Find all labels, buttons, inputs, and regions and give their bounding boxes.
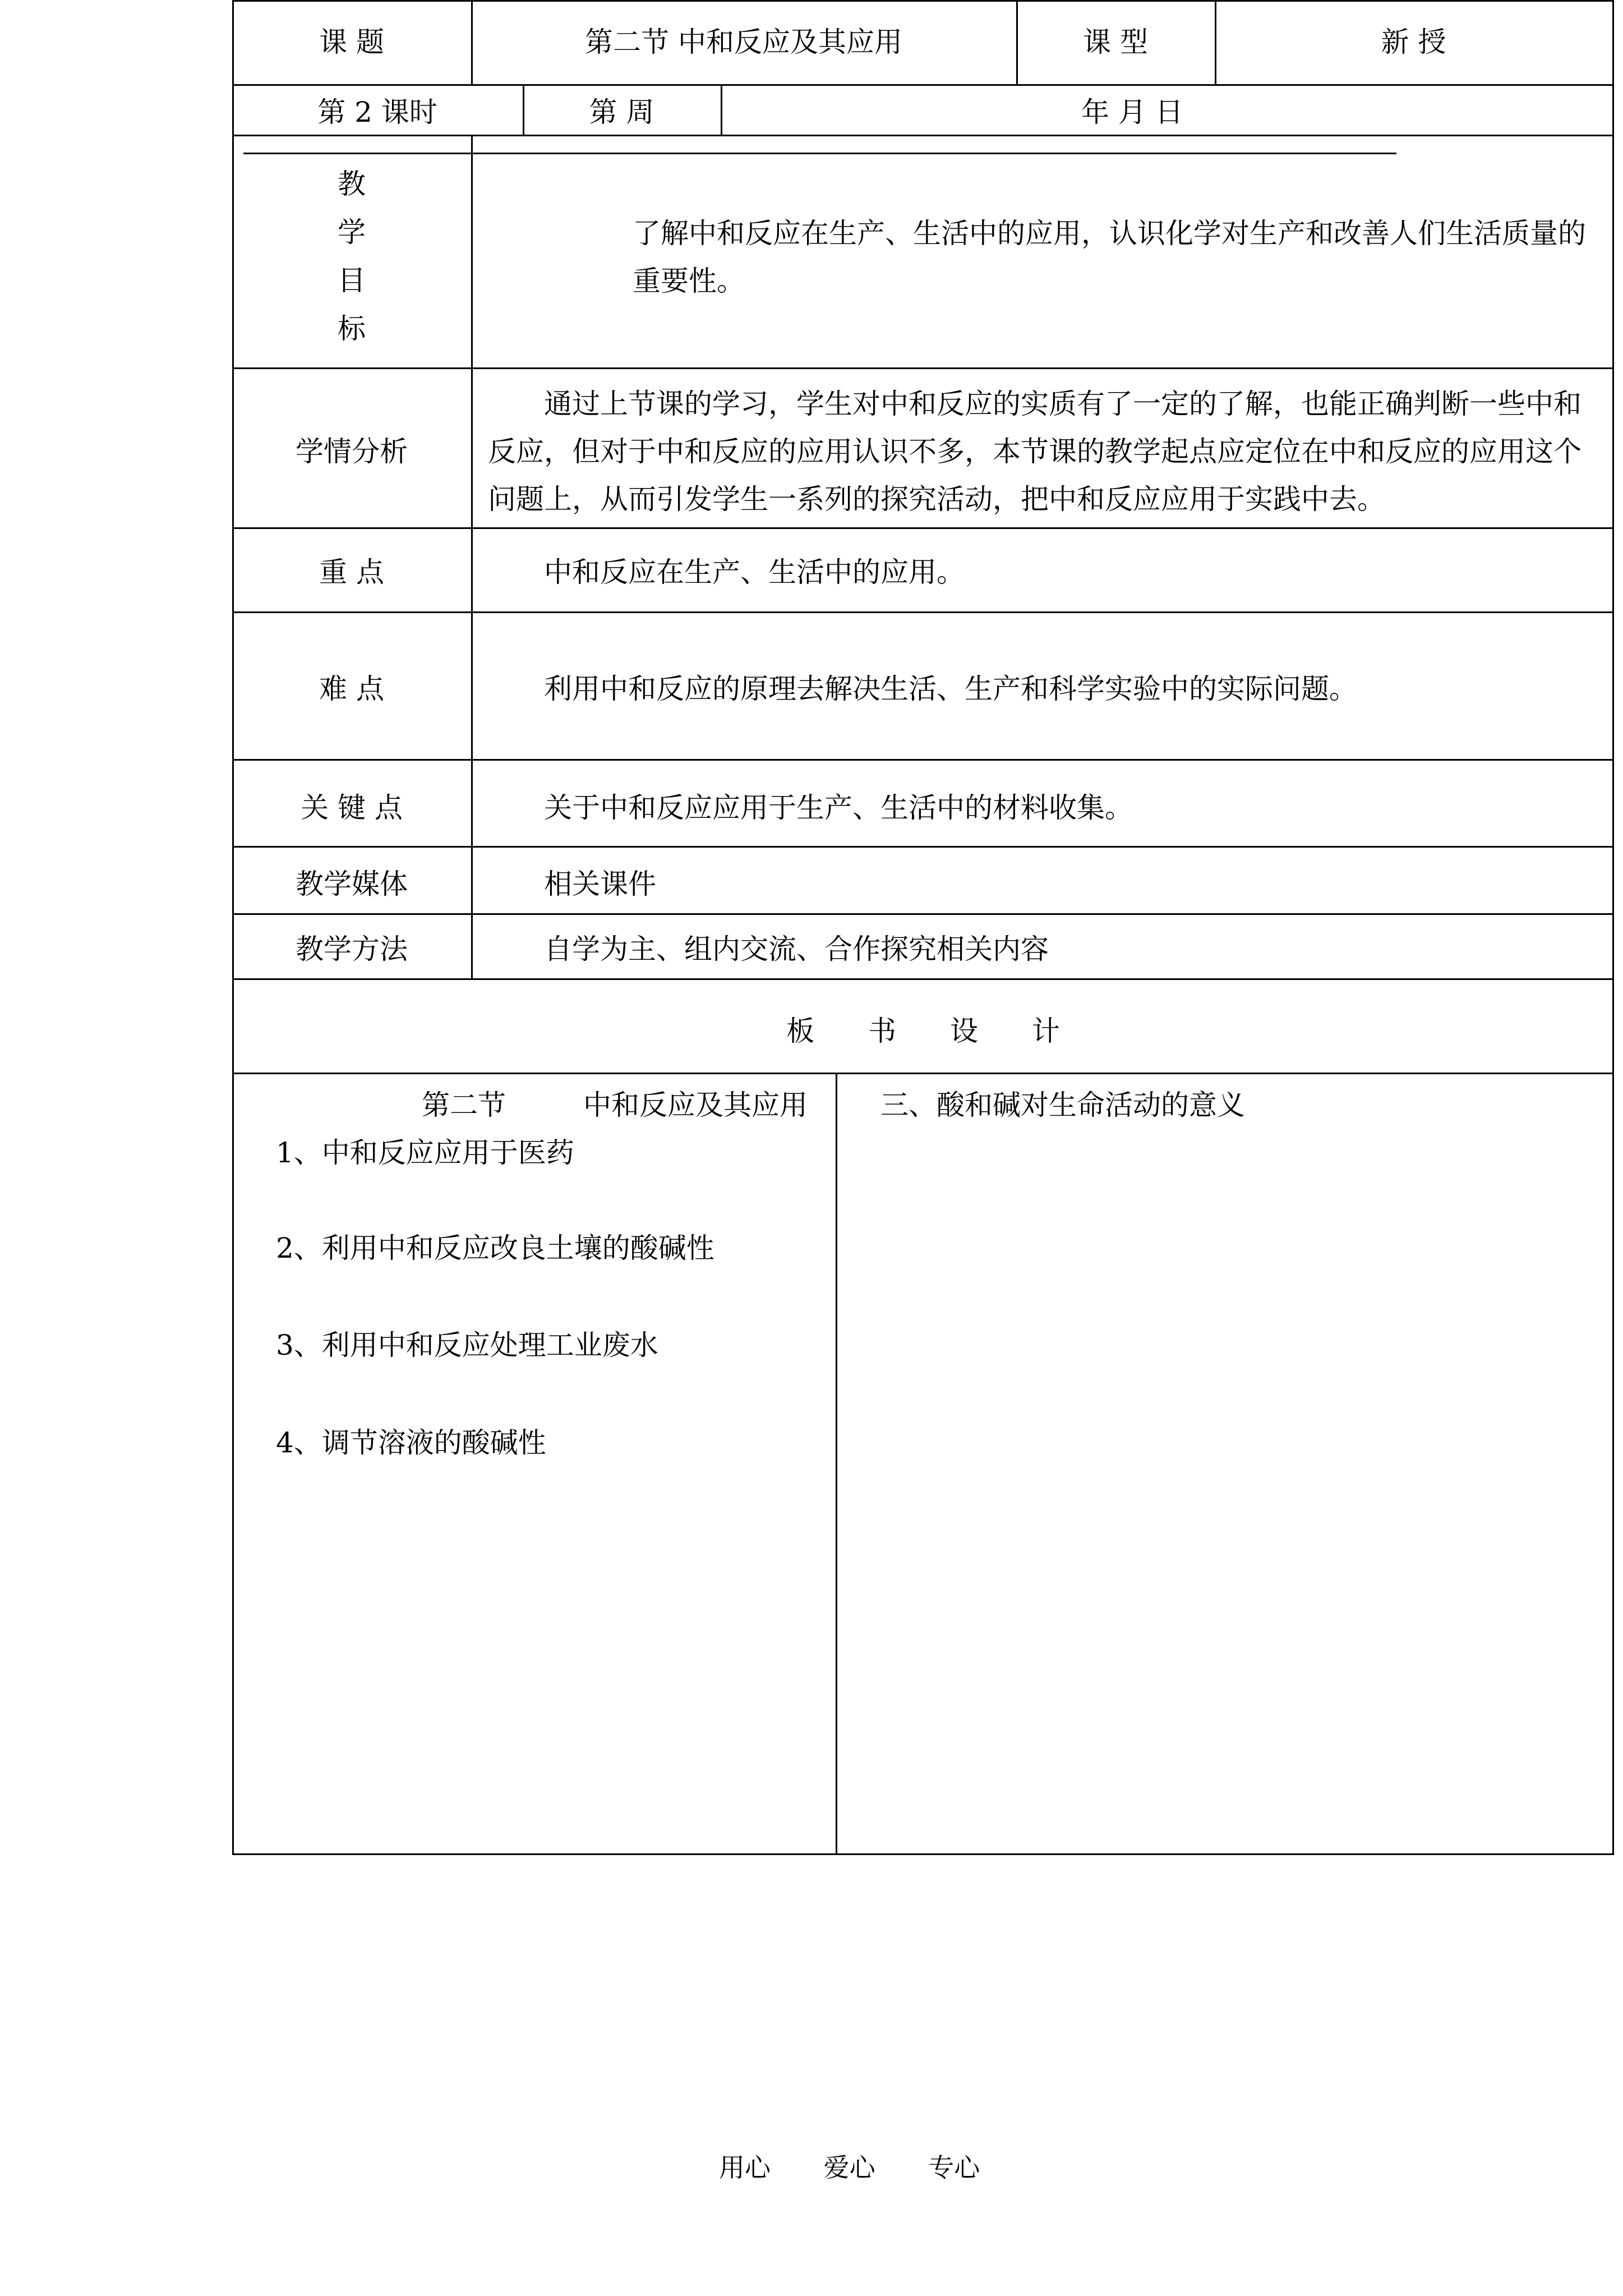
rule	[232, 1853, 1614, 1855]
rule	[232, 135, 1614, 136]
week-label: 第 周	[589, 96, 654, 128]
rule	[232, 1073, 1614, 1074]
objectives-text: 了解中和反应在生产、生活中的应用，认识化学对生产和改善人们生活质量的重要性。	[633, 217, 1586, 297]
board-heading-title: 中和反应及其应用	[583, 1089, 808, 1121]
rule	[1612, 0, 1614, 1855]
media-text: 相关课件	[544, 868, 656, 900]
rule	[232, 978, 1614, 980]
rule	[721, 84, 722, 135]
footer-text: 用心 爱心 专心	[719, 2152, 980, 2183]
rule	[232, 846, 1614, 848]
rule	[232, 0, 1614, 2]
rule	[232, 367, 1614, 369]
board-right-heading: 三、酸和碱对生命活动的意义	[880, 1089, 1245, 1121]
rule	[232, 913, 1614, 915]
rule	[243, 153, 1396, 154]
board-title: 板 书 设 计	[786, 1015, 1060, 1047]
objectives-label-char: 教	[338, 168, 366, 200]
critical-point-label: 关 键 点	[301, 792, 403, 824]
rule	[232, 527, 1614, 529]
analysis-label: 学情分析	[296, 435, 408, 468]
rule	[471, 135, 473, 978]
objectives-label-char: 学	[338, 216, 366, 249]
board-item: 1、中和反应应用于医药	[276, 1137, 574, 1169]
board-item: 3、利用中和反应处理工业废水	[276, 1329, 658, 1361]
rule	[232, 611, 1614, 613]
method-text: 自学为主、组内交流、合作探究相关内容	[544, 933, 1049, 965]
method-label: 教学方法	[296, 933, 408, 965]
type-label: 课 型	[1083, 26, 1148, 58]
type-value: 新 授	[1381, 26, 1446, 58]
difficulty-label: 难 点	[319, 673, 384, 705]
board-item: 4、调节溶液的酸碱性	[276, 1427, 546, 1459]
media-label: 教学媒体	[296, 868, 408, 900]
board-heading-section: 第二节	[422, 1089, 506, 1121]
objectives-label-char: 目	[338, 264, 366, 297]
analysis-text: 通过上节课的学习，学生对中和反应的实质有了一定的了解，也能正确判断一些中和反应，但对于中和反应的应用认识不多，本节课的教学起点应定位在中和反应的应用这个问题上，从而引发学生一系列的探究活动，把中和反应应用于实践中去。	[488, 388, 1581, 516]
objectives-label-char: 标	[338, 312, 366, 345]
rule	[836, 1073, 837, 1855]
critical-point-text: 关于中和反应应用于生产、生活中的材料收集。	[544, 792, 1133, 824]
key-point-text: 中和反应在生产、生活中的应用。	[544, 556, 965, 588]
board-item: 2、利用中和反应改良土壤的酸碱性	[276, 1232, 714, 1264]
topic-label: 课 题	[319, 26, 384, 58]
period-label: 第 2 课时	[317, 96, 437, 128]
topic-value: 第二节 中和反应及其应用	[585, 26, 902, 58]
date-label: 年 月 日	[1081, 96, 1183, 128]
key-point-label: 重 点	[319, 556, 384, 588]
rule	[232, 759, 1614, 761]
difficulty-text: 利用中和反应的原理去解决生活、生产和科学实验中的实际问题。	[544, 673, 1357, 705]
rule	[232, 84, 1614, 86]
